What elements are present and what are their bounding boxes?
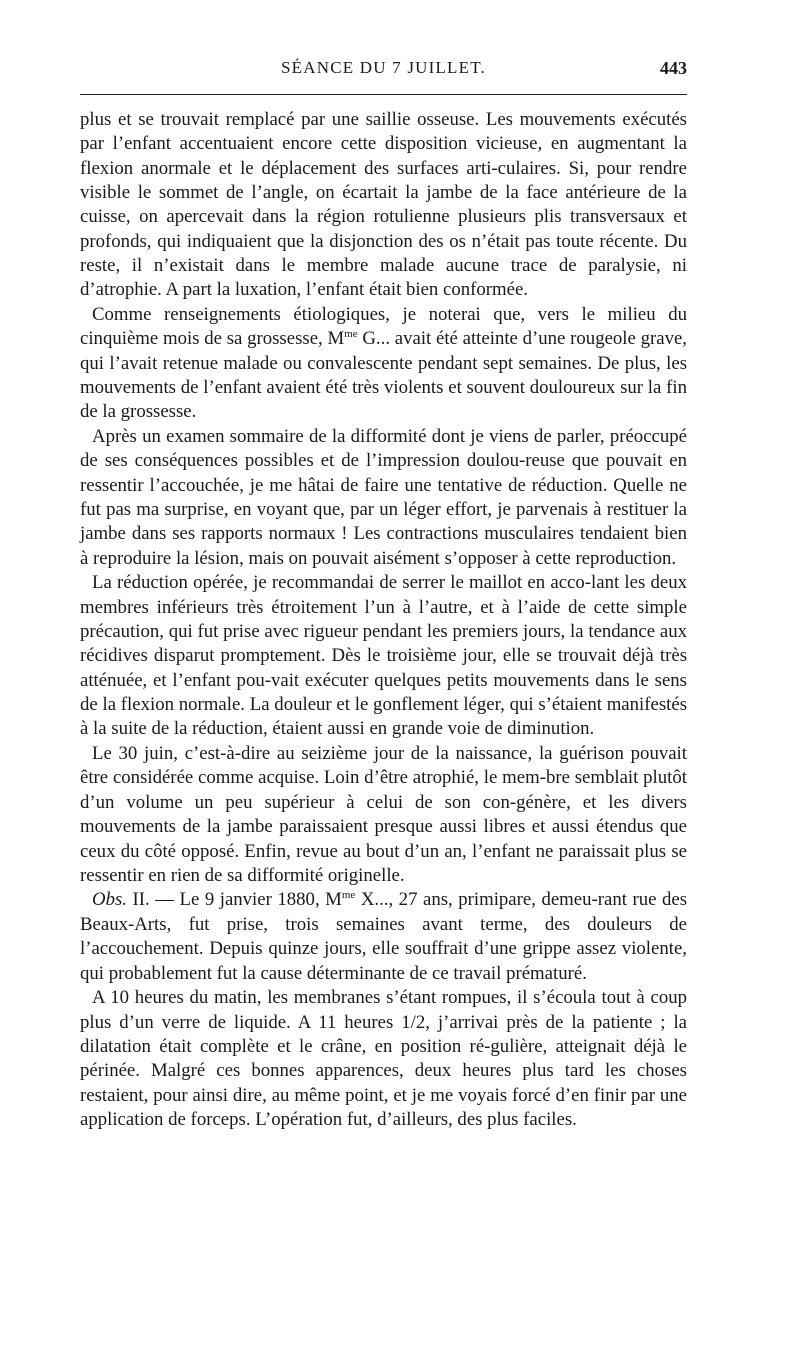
text-line: bout d’un an, l’enfant ne paraissait plus se ressentir en rien de sa bbox=[80, 840, 687, 886]
text-line: la disjonction des os n’était pas toute récente. Du reste, il n’existait bbox=[80, 230, 687, 277]
text-line: à la suite de la réduction, étaient aussi en grande voie de diminution. bbox=[80, 718, 595, 740]
text-line: sept semaines. De plus, les mouvements de l’enfant avaient été très bbox=[80, 352, 688, 399]
text-line: Le 30 juin, c’est-à-dire au seizième jour de la naissance, la guérison bbox=[92, 743, 624, 765]
text-line: X..., 27 ans, primipare, demeu- bbox=[355, 889, 598, 911]
text-line: bre semblait plutôt d’un volume un peu supérieur à celui de son con- bbox=[80, 767, 687, 813]
observation-label: Obs. bbox=[92, 889, 127, 911]
text-line: L’opération fut, d’ailleurs, des plus faciles. bbox=[255, 1108, 577, 1130]
text-line: reuse que pouvait en ressentir l’accouchée, je me hâtai de faire une bbox=[80, 450, 688, 496]
text-line: deux heures plus tard les choses restaient, pour ainsi dire, au même bbox=[80, 1060, 687, 1106]
text-line: rotulienne plusieurs plis transversaux et profonds, qui indiquaient que bbox=[80, 206, 687, 252]
paragraph bbox=[80, 888, 687, 985]
paragraph bbox=[80, 108, 687, 303]
text-line: la luxation, l’enfant était bien conformée. bbox=[216, 279, 529, 301]
text-line: lant les deux membres inférieurs très étroitement l’un à l’autre, et à bbox=[80, 572, 687, 618]
text-line: normale. La douleur et le gonflement léger, qui s’étaient manifestés bbox=[178, 694, 688, 716]
text-line: lésion, mais on pouvait aisément s’opposer à cette reproduction. bbox=[194, 547, 677, 569]
paragraph bbox=[80, 303, 687, 425]
text-line: génère, et les divers mouvements de la jambe paraissaient presque bbox=[80, 791, 687, 838]
text-line: par un léger effort, je parvenais à restituer la jambe dans ses rapports bbox=[80, 499, 687, 545]
text-line: difformité originelle. bbox=[247, 864, 405, 886]
header-rule bbox=[80, 94, 687, 95]
text-line: Comme renseignements étiologiques, je noterai que, vers le milieu bbox=[92, 304, 656, 326]
text-line: A 10 heures du matin, les membranes s’étant rompues, il s’écoula bbox=[92, 987, 596, 1009]
text-line: tout à coup plus d’un verre de liquide. A 11 heures 1/2, j’arrivai près bbox=[80, 987, 688, 1033]
text-line: aussi libres et aussi étendus que ceux du côté opposé. Enfin, revue au bbox=[80, 816, 688, 862]
text-line: douleurs de l’accouchement. Depuis quinze jours, elle souffrait d’une bbox=[80, 913, 687, 960]
body-text bbox=[80, 108, 687, 1132]
paragraph bbox=[80, 571, 687, 741]
page-header bbox=[80, 58, 687, 82]
text-line: Après un examen sommaire de la difformité dont je viens de parler, bbox=[92, 426, 605, 448]
superscript: me bbox=[341, 889, 356, 902]
text-line: les premiers jours, la tendance aux récidives disparut promptement. bbox=[80, 621, 687, 667]
text-line: grippe assez violente, qui probablement fut la cause déterminante de bbox=[80, 938, 687, 984]
text-line: culaires. Si, pour rendre visible le sommet de l’angle, on écartait la bbox=[80, 157, 687, 204]
page-number: 443 bbox=[660, 58, 687, 78]
paragraph bbox=[80, 986, 687, 1132]
text-line: Dès le troisième jour, elle se trouvait déjà très atténuée, et l’enfant pou- bbox=[80, 645, 688, 691]
text-line: tentative de réduction. Quelle ne fut pas ma surprise, en voyant que, bbox=[80, 474, 687, 521]
text-line: l’aide de cette simple précaution, qui fut prise avec rigueur pendant bbox=[80, 596, 687, 643]
text-line: dans le membre malade aucune trace de paralysie, ni d’atrophie. A part bbox=[80, 255, 687, 301]
paragraph bbox=[80, 425, 687, 571]
text-line: vait exécuter quelques petits mouvements dans le sens de la flexion bbox=[80, 669, 687, 716]
text-line: violents et souvent douloureux sur la fin de la grossesse. bbox=[80, 377, 687, 423]
text-line: normaux ! Les contractions musculaires tendaient bien à reproduire la bbox=[80, 523, 687, 569]
text-line: de la patiente ; la dilatation était complète et le crâne, en position ré- bbox=[80, 1011, 687, 1057]
paragraph bbox=[80, 742, 687, 888]
text-line: ce travail prématuré. bbox=[432, 962, 587, 984]
text-line: du cinquième mois de sa grossesse, M bbox=[80, 304, 688, 350]
text-line: en augmentant la flexion anormale et le déplacement des surfaces arti- bbox=[80, 133, 687, 179]
text-line: jambe de la face antérieure de la cuisse, on apercevait dans la région bbox=[80, 182, 687, 228]
text-line: point, et je me voyais forcé d’en finir par une application de forceps. bbox=[80, 1084, 687, 1130]
text-line: exécutés par l’enfant accentuaient encore cette disposition vicieuse, bbox=[80, 109, 687, 155]
text-line: pouvait être considérée comme acquise. Loin d’être atrophié, le mem- bbox=[80, 743, 687, 789]
text-line: préoccupé de ses conséquences possibles et de l’impression doulou- bbox=[80, 426, 687, 472]
text-line: plus et se trouvait remplacé par une saillie osseuse. Les mouvements bbox=[80, 109, 616, 130]
text-line: rougeole grave, qui l’avait retenue malade ou convalescente pendant bbox=[80, 328, 688, 374]
text-line: La réduction opérée, je recommandai de serrer le maillot en acco- bbox=[92, 572, 592, 594]
superscript: me bbox=[344, 328, 358, 341]
text-line: gulière, atteignait déjà le périnée. Malgré ces bonnes apparences, bbox=[80, 1035, 687, 1082]
running-head: SÉANCE DU 7 JUILLET. bbox=[281, 58, 486, 77]
text-line: rant rue des Beaux-Arts, fut prise, trois semaines avant terme, des bbox=[80, 889, 688, 935]
text-line: G... avait été atteinte d’une bbox=[357, 328, 566, 350]
text-line: II. — Le 9 janvier 1880, M bbox=[126, 889, 342, 911]
